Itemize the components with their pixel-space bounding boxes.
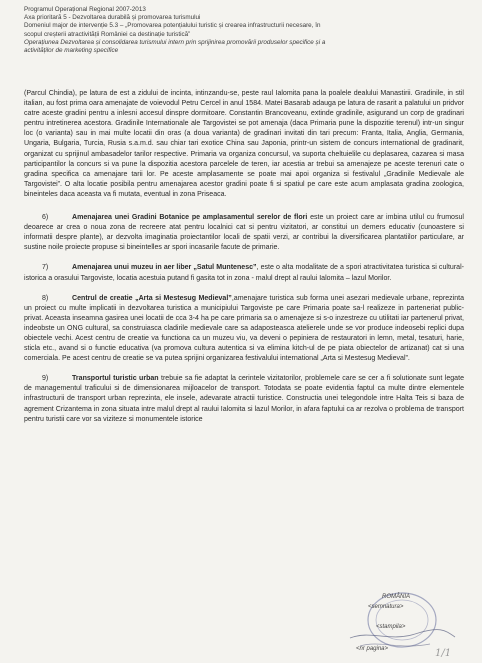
header-domain: Domeniul major de intervenție 5.3 – „Promovarea potențialului turistic și crearea infrastructurii necesare, în	[24, 22, 321, 30]
header-operation-cont: activităților de marketing specifice	[24, 47, 119, 55]
signature-placeholder: <semnatura>	[368, 604, 404, 610]
item-title: Amenajarea unei Gradini Botanice pe amplasamentul serelor de flori	[72, 214, 308, 222]
official-stamp	[330, 590, 460, 655]
item-number: 9)	[42, 375, 49, 383]
item-text: este un proiect care ar imbina utilul cu frumosul deoarece ar crea o noua zona de recreere atat pentru localnici cat si pentru vizitatori, ar constitui un demers educativ (cunoastere si informatii despre plante), ar dezvolta imaginatia proiectantilor locali de spatii verzi, ar contribui la diversificarea plantatiilor particulare, ar sustine noile proiecte propuse si bineintelles ar spori incasarile facute de primarie.	[24, 214, 464, 252]
header-program: Programul Operațional Regional 2007-2013	[24, 6, 146, 13]
header-axis: Axa prioritară 5 - Dezvoltarea durabilă și promovarea turismului	[24, 14, 201, 22]
document-header	[24, 6, 464, 55]
item-title: Amenajarea unui muzeu in aer liber „Satul Muntenesc”	[72, 264, 257, 272]
paragraph-creation-center	[24, 294, 464, 365]
item-number: 6)	[42, 214, 49, 222]
stamp-ring-text: ROMÂNIA	[382, 594, 411, 600]
paragraph-gardens: (Parcul Chindia), pe latura de est a zidului de incinta, intinzandu-se, peste raul Ialomita pana la poalele dealului Manastirii. Gradinile, in stil italian, au fost prima oara amenajate de voievodul Petru Cercel in anul 1584. Matei Basarab adauga pe latura de rasarit a palatului un pridvor catre aceste gradini pentru a inlesni accesul dinspre dormitoare. Constantin Brancoveanu, extinde gradinile, asigurand un corp de gradinari pentru intretinerea acestora. Gradinile Internationale ale Targovistei se pot amenaja (daca Primaria pune la dispozitie terenul) intr-un singur loc (o varianta) sau in mai multe locatii din oras (a doua varianta) de gradinari invitati din tari precum: Franta, Italia, Anglia, Germania, Ungaria, Bulgaria, Turcia, Rusia s.a.m.d. sau chiar tari exotice China sau Japonia, printr-un sistem de concurs international de gradinarit, organizat cu sprijinul ambasadelor tarilor respective. Primaria va organiza concursul, va suporta cheltuielile cu deplasarea, cazarea si masa participantilor la concurs si va pune la dispozitia acestora parcelele de teren, iar acestia ar trebui sa amenajeze pe aceste terenuri cate o gradina specifica ca amenajare tarii lor. Pe aceste amplasamente se poate mai apoi organiza si festivalul „Gradinile Medievale ale Targovistei”. O alta locatie posibila pentru amenajarea acestor gradini poate fi si spatiul pe care este acum amplasata gradina zoologica, bineinteles daca aceasta va fi mutata, eventual in zona Priseaca.	[24, 90, 464, 198]
item-text: , este o alta modalitate de a spori atractivitatea turistica si cultural-istorica a orasului Targoviste, locatia acestuia putand fi gasita tot in zona - malul drept al raului Ialomita – lazul Morilor.	[24, 264, 464, 282]
page-number: 1/1	[435, 648, 452, 659]
item-number: 8)	[42, 294, 49, 302]
item-text: ,amenajare turistica sub forma unei asezari medievale urbane, reprezinta un proiect cu multe implicatii in dezvoltarea turistica a municipiului Targoviste pe care Primaria poate sa-l realizeze in parteneriat public-privat. Aceasta inseamna gasirea unei locatii de cca 3-4 ha pe care primaria sa o amenajeze si s-o inzestreze cu utilitati iar partenerul privat, indeobste un ONG cultural, sa construiasca cladirile medievale care sa adaposteasca atelierele unde se vor produce indeosebi replici dupa obiectele vechi. Acest centru de creatie va functiona ca un muzeu viu, va deveni o pepiniera de restauratori in lemn, metal, tesaturi, harie, sticla etc., avand si o functie educativa (va promova cultura autentica si va elimina kitch-ul de pe piata obiectelor de artizanat) cat si una comerciala. Pe acest centru de creatie se va putea sprijini organizarea festivalului international „Arta si Mestesug Medieval”.	[24, 294, 464, 363]
paragraph-urban-transport	[24, 374, 464, 424]
header-operation: Operațiunea Dezvoltarea și consolidarea turismului intern prin sprijinirea promovării produselor specifice și a	[24, 38, 326, 46]
paragraph-open-air-museum	[24, 263, 464, 283]
item-title: Transportul turistic urban	[72, 375, 159, 383]
paragraph-botanic-garden	[24, 213, 464, 253]
item-number: 7)	[42, 264, 49, 272]
item-text: trebuie sa fie adaptat la cerintele vizitatorilor, problemele care se cer a fi solutionate sunt legate de managementul traficului si de dimensionarea mijloacelor de transport. Totodata se poate evidentia faptul ca multe dintre elementele infrastructurii de transport urban reprezinta, ele insele, adevarate atractii turistice. Constructia unei telegondole intre Halta Teis si baza de agrement Crizantema in zona situata intre malul drept al raului Ialomita si lazul Morilor, in afara faptului ca ar rezolva o problema de transport pentru turistii care vor sa viziteze si monumentele istorice	[24, 375, 464, 423]
page-number-placeholder: <nr pagina>	[356, 646, 389, 652]
stamp-placeholder: <stampila>	[376, 624, 406, 630]
document-body	[24, 89, 464, 435]
item-title: Centrul de creatie „Arta si Mestesug Medieval”	[72, 294, 232, 302]
header-domain-cont: scopul creșterii atractivității României ca destinație turistică”	[24, 30, 191, 38]
